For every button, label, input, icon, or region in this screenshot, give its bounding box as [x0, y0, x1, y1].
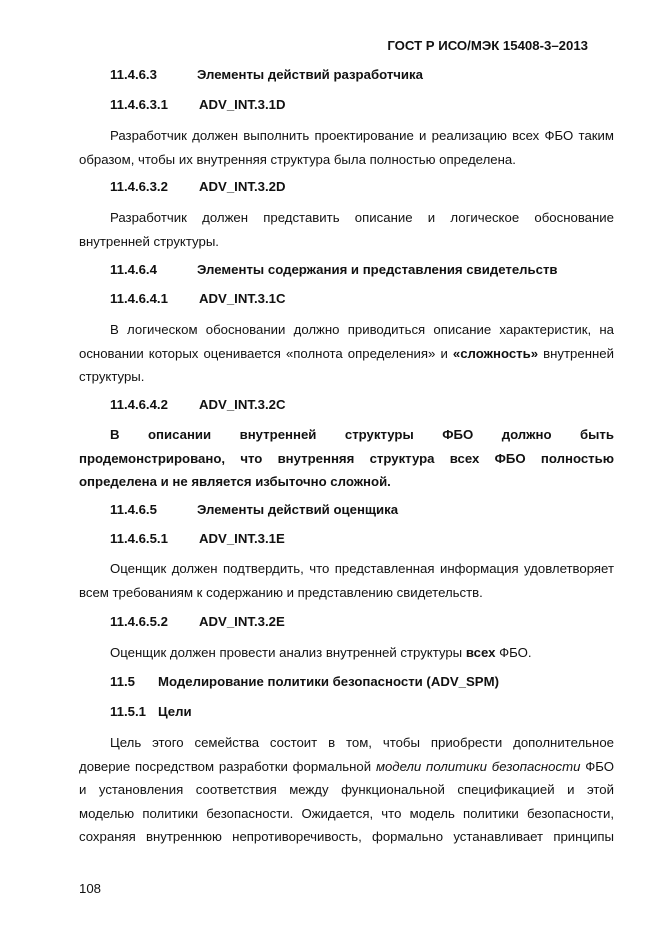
section-heading: [110, 502, 399, 517]
section-heading: [110, 614, 285, 629]
line-text: внутренней: [543, 345, 614, 361]
section-title: ADV_INT.3.2E: [199, 614, 285, 629]
line-text: доверие посредством разработки формальной: [79, 758, 372, 774]
paragraph: [79, 641, 614, 665]
line-text: ФБО: [585, 758, 614, 774]
paragraph: [79, 731, 614, 849]
paragraph: [79, 206, 614, 253]
paragraph: [79, 124, 614, 171]
paragraph: [79, 318, 614, 389]
paragraph-line: Разработчик должен выполнить проектирование и реализацию всех ФБО таким: [110, 128, 614, 143]
line-text: основании которых оценивается «полнота определения» и: [79, 345, 448, 361]
bold-term: всех: [465, 645, 496, 660]
section-title: Элементы содержания и представления свидетельств: [197, 262, 558, 277]
section-heading: [110, 531, 285, 546]
section-number: 11.5.1: [110, 704, 146, 719]
section-title: Цели: [158, 704, 192, 719]
paragraph-line: В логическом обосновании должно приводиться описание характеристик, на: [110, 322, 614, 337]
paragraph-line: Цель этого семейства состоит в том, чтобы приобрести дополнительное: [110, 735, 614, 750]
paragraph-line: сохраняя внутреннюю непротиворечивость, формально устанавливает принципы: [79, 829, 614, 844]
section-title: ADV_INT.3.1C: [199, 291, 286, 306]
section-heading: [110, 97, 286, 112]
paragraph-line: продемонстрировано, что внутренняя структура всех ФБО полностью: [79, 450, 614, 466]
paragraph-line: структуры.: [79, 369, 145, 384]
paragraph-line: Оценщик должен подтвердить, что представленная информация удовлетворяет: [110, 561, 614, 576]
section-heading: [110, 67, 423, 82]
section-heading: [110, 704, 192, 719]
paragraph-line: всем требованиям к содержанию и представлению свидетельств.: [79, 584, 483, 600]
section-heading: [110, 674, 499, 689]
section-heading: [110, 262, 558, 277]
paragraph-line: Разработчик должен представить описание и логическое обоснование: [110, 210, 614, 225]
section-number: 11.4.6.4: [110, 262, 157, 277]
section-title: ADV_INT.3.2D: [199, 179, 286, 194]
section-number: 11.5: [110, 674, 135, 689]
page-number: 108: [79, 881, 102, 896]
paragraph: [79, 557, 614, 604]
section-number: 11.4.6.3: [110, 67, 157, 82]
paragraph-line: образом, чтобы их внутренняя структура была полностью определена.: [79, 151, 516, 167]
paragraph-line: [79, 755, 614, 779]
page-header: ГОСТ Р ИСО/МЭК 15408-3–2013: [387, 38, 588, 53]
section-title: ADV_INT.3.1E: [199, 531, 285, 546]
section-number: 11.4.6.5: [110, 502, 157, 517]
section-heading: [110, 179, 286, 194]
section-title: ADV_INT.3.2C: [199, 397, 286, 412]
section-number: 11.4.6.3.1: [110, 97, 168, 112]
paragraph-line: и установления соответствия между функциональной спецификацией и этой: [79, 782, 614, 797]
section-number: 11.4.6.5.1: [110, 531, 168, 546]
paragraph-line: [79, 342, 614, 366]
section-title: Моделирование политики безопасности (ADV_SPM): [158, 674, 499, 689]
paragraph-line: внутренней структуры.: [79, 233, 219, 249]
section-number: 11.4.6.3.2: [110, 179, 168, 194]
paragraph-line: В описании внутренней структуры ФБО должно быть: [110, 427, 614, 442]
italic-term: модели политики безопасности: [375, 758, 581, 774]
section-title: Элементы действий разработчика: [197, 67, 423, 82]
section-heading: [110, 291, 286, 306]
section-number: 11.4.6.4.2: [110, 397, 168, 412]
paragraph-line: моделью политики безопасности. Ожидается, что модель политики безопасности,: [79, 805, 614, 821]
line-text: Оценщик должен провести анализ внутренней структуры: [110, 645, 463, 660]
section-title: Элементы действий оценщика: [197, 502, 399, 517]
paragraph-line: [79, 641, 614, 665]
paragraph: [79, 423, 614, 494]
section-number: 11.4.6.5.2: [110, 614, 168, 629]
section-title: ADV_INT.3.1D: [199, 97, 286, 112]
section-number: 11.4.6.4.1: [110, 291, 168, 306]
section-heading: [110, 397, 286, 412]
line-text: ФБО.: [499, 645, 532, 660]
bold-term: «сложность»: [452, 345, 539, 361]
paragraph-line: определена и не является избыточно сложной.: [79, 474, 391, 489]
